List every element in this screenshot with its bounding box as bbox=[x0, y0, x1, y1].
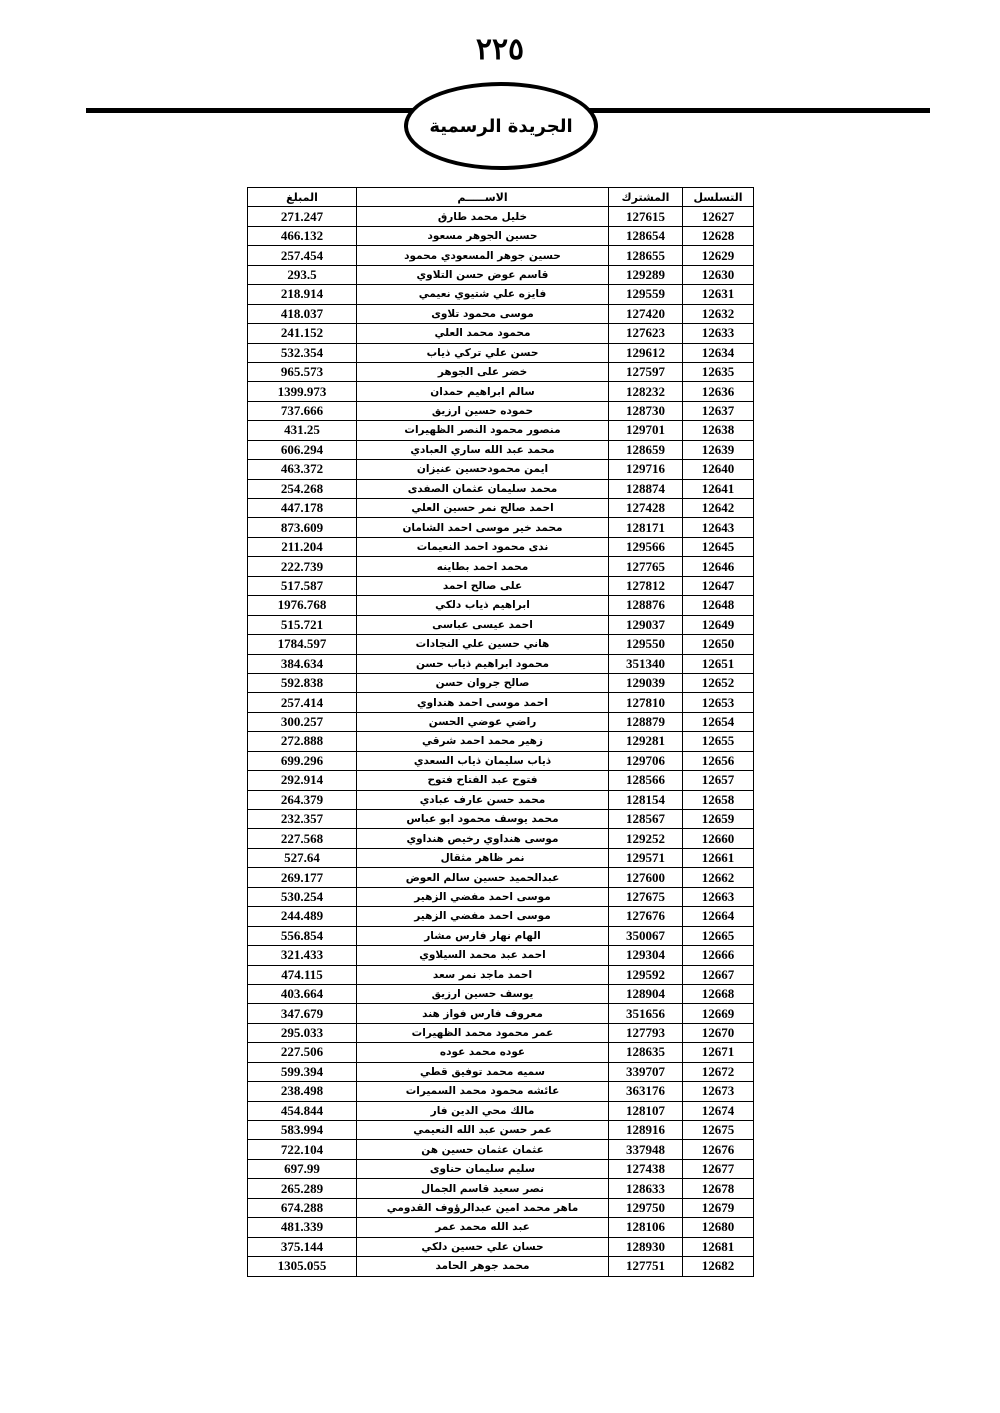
table-row bbox=[248, 965, 754, 984]
name-cell: حسين جوهر المسعودي محمود bbox=[357, 246, 609, 265]
subscriber-cell: 339707 bbox=[609, 1062, 683, 1081]
name-cell: قاسم عوض حسن التلاوي bbox=[357, 265, 609, 284]
amount-cell: 347.679 bbox=[248, 1004, 357, 1023]
subscriber-cell: 128566 bbox=[609, 771, 683, 790]
name-cell: محمد خير موسى احمد الشامان bbox=[357, 518, 609, 537]
table-row bbox=[248, 343, 754, 362]
table-row bbox=[248, 1101, 754, 1120]
subscriber-cell: 129289 bbox=[609, 265, 683, 284]
name-cell: حموده حسين ارزيق bbox=[357, 401, 609, 420]
serial-cell: 12661 bbox=[683, 848, 754, 867]
name-cell: يوسف حسين ارزيق bbox=[357, 984, 609, 1003]
column-header-name: الاســـــم bbox=[357, 188, 609, 207]
table-row bbox=[248, 946, 754, 965]
name-cell: نصر سعيد قاسم الجمال bbox=[357, 1179, 609, 1198]
subscriber-cell: 128876 bbox=[609, 596, 683, 615]
name-cell: عمر حسن عبد الله النعيمي bbox=[357, 1121, 609, 1140]
table-row bbox=[248, 401, 754, 420]
amount-cell: 532.354 bbox=[248, 343, 357, 362]
serial-cell: 12669 bbox=[683, 1004, 754, 1023]
serial-cell: 12646 bbox=[683, 557, 754, 576]
table-row bbox=[248, 576, 754, 595]
subscriber-cell: 337948 bbox=[609, 1140, 683, 1159]
subscriber-cell: 129559 bbox=[609, 285, 683, 304]
name-cell: خليل محمد طارق bbox=[357, 207, 609, 226]
table-row bbox=[248, 460, 754, 479]
amount-cell: 474.115 bbox=[248, 965, 357, 984]
subscriber-cell: 129571 bbox=[609, 848, 683, 867]
name-cell: احمد عبد محمد السيلاوي bbox=[357, 946, 609, 965]
name-cell: احمد موسى احمد هنداوي bbox=[357, 693, 609, 712]
serial-cell: 12629 bbox=[683, 246, 754, 265]
table-row bbox=[248, 362, 754, 381]
table-row bbox=[248, 207, 754, 226]
name-cell: سميه محمد توفيق قطي bbox=[357, 1062, 609, 1081]
subscriber-cell: 128635 bbox=[609, 1043, 683, 1062]
subscriber-cell: 129039 bbox=[609, 673, 683, 692]
table-row bbox=[248, 635, 754, 654]
amount-cell: 375.144 bbox=[248, 1237, 357, 1256]
name-cell: موسى احمد مفضي الزهير bbox=[357, 887, 609, 906]
amount-cell: 1784.597 bbox=[248, 635, 357, 654]
amount-cell: 232.357 bbox=[248, 810, 357, 829]
table-row bbox=[248, 1023, 754, 1042]
name-cell: عبدالحميد حسين سالم العوض bbox=[357, 868, 609, 887]
serial-cell: 12638 bbox=[683, 421, 754, 440]
serial-cell: 12666 bbox=[683, 946, 754, 965]
subscriber-cell: 129716 bbox=[609, 460, 683, 479]
name-cell: محمد احمد بطاينه bbox=[357, 557, 609, 576]
name-cell: سالم ابراهيم حمدان bbox=[357, 382, 609, 401]
amount-cell: 269.177 bbox=[248, 868, 357, 887]
subscriber-cell: 128171 bbox=[609, 518, 683, 537]
table-row bbox=[248, 790, 754, 809]
amount-cell: 321.433 bbox=[248, 946, 357, 965]
amount-cell: 218.914 bbox=[248, 285, 357, 304]
table-row bbox=[248, 1004, 754, 1023]
table-row bbox=[248, 596, 754, 615]
amount-cell: 1976.768 bbox=[248, 596, 357, 615]
table-row bbox=[248, 226, 754, 245]
table-row bbox=[248, 887, 754, 906]
table-row bbox=[248, 615, 754, 634]
table-row bbox=[248, 557, 754, 576]
serial-cell: 12633 bbox=[683, 324, 754, 343]
table-row bbox=[248, 265, 754, 284]
serial-cell: 12680 bbox=[683, 1218, 754, 1237]
subscriber-cell: 127812 bbox=[609, 576, 683, 595]
table-row bbox=[248, 848, 754, 867]
amount-cell: 674.288 bbox=[248, 1198, 357, 1217]
table-row bbox=[248, 518, 754, 537]
table-row bbox=[248, 1218, 754, 1237]
subscriber-cell: 351656 bbox=[609, 1004, 683, 1023]
subscriber-cell: 127438 bbox=[609, 1159, 683, 1178]
table-row bbox=[248, 1140, 754, 1159]
page-number: ٢٢٥ bbox=[475, 32, 525, 67]
name-cell: على صالح احمد bbox=[357, 576, 609, 595]
serial-cell: 12639 bbox=[683, 440, 754, 459]
amount-cell: 697.99 bbox=[248, 1159, 357, 1178]
name-cell: حسن علي تركي ذياب bbox=[357, 343, 609, 362]
name-cell: ايمن محمودحسين عنيزان bbox=[357, 460, 609, 479]
table-row bbox=[248, 810, 754, 829]
serial-cell: 12634 bbox=[683, 343, 754, 362]
amount-cell: 222.739 bbox=[248, 557, 357, 576]
table-row bbox=[248, 1179, 754, 1198]
amount-cell: 606.294 bbox=[248, 440, 357, 459]
table-row bbox=[248, 829, 754, 848]
column-header-subscriber: المشترك bbox=[609, 188, 683, 207]
serial-cell: 12649 bbox=[683, 615, 754, 634]
amount-cell: 264.379 bbox=[248, 790, 357, 809]
subscriber-cell: 129037 bbox=[609, 615, 683, 634]
amount-cell: 265.289 bbox=[248, 1179, 357, 1198]
name-cell: صالح جروان حسن bbox=[357, 673, 609, 692]
amount-cell: 463.372 bbox=[248, 460, 357, 479]
table-row bbox=[248, 1082, 754, 1101]
table-row bbox=[248, 440, 754, 459]
serial-cell: 12645 bbox=[683, 537, 754, 556]
serial-cell: 12682 bbox=[683, 1257, 754, 1276]
name-cell: عائشه محمود محمد السميرات bbox=[357, 1082, 609, 1101]
subscriber-cell: 129701 bbox=[609, 421, 683, 440]
amount-cell: 517.587 bbox=[248, 576, 357, 595]
table-row bbox=[248, 654, 754, 673]
table-row bbox=[248, 499, 754, 518]
amount-cell: 238.498 bbox=[248, 1082, 357, 1101]
table-row bbox=[248, 868, 754, 887]
serial-cell: 12641 bbox=[683, 479, 754, 498]
subscriber-cell: 128232 bbox=[609, 382, 683, 401]
name-cell: الهام نهار فارس مشار bbox=[357, 926, 609, 945]
name-cell: محمد سليمان عثمان الصفدى bbox=[357, 479, 609, 498]
name-cell: موسى محمود تلاوى bbox=[357, 304, 609, 323]
subscriber-cell: 129612 bbox=[609, 343, 683, 362]
table-row bbox=[248, 984, 754, 1003]
subscriber-cell: 127597 bbox=[609, 362, 683, 381]
table-row bbox=[248, 693, 754, 712]
serial-cell: 12658 bbox=[683, 790, 754, 809]
amount-cell: 965.573 bbox=[248, 362, 357, 381]
name-cell: موسى هنداوي رخيص هنداوي bbox=[357, 829, 609, 848]
serial-cell: 12671 bbox=[683, 1043, 754, 1062]
subscriber-cell: 363176 bbox=[609, 1082, 683, 1101]
name-cell: معروف فارس فواز هند bbox=[357, 1004, 609, 1023]
name-cell: عوده محمد عوده bbox=[357, 1043, 609, 1062]
name-cell: هاني حسين علي النجادات bbox=[357, 635, 609, 654]
name-cell: ابراهيم ذياب دلكي bbox=[357, 596, 609, 615]
table-row bbox=[248, 537, 754, 556]
serial-cell: 12673 bbox=[683, 1082, 754, 1101]
serial-cell: 12627 bbox=[683, 207, 754, 226]
amount-cell: 300.257 bbox=[248, 712, 357, 731]
amount-cell: 583.994 bbox=[248, 1121, 357, 1140]
subscriber-cell: 127420 bbox=[609, 304, 683, 323]
subscriber-cell: 129566 bbox=[609, 537, 683, 556]
table-row bbox=[248, 324, 754, 343]
table-row bbox=[248, 304, 754, 323]
table-row bbox=[248, 1159, 754, 1178]
table-row bbox=[248, 732, 754, 751]
name-cell: راضي عوضي الحسن bbox=[357, 712, 609, 731]
name-cell: احمد ماجد نمر سعد bbox=[357, 965, 609, 984]
serial-cell: 12660 bbox=[683, 829, 754, 848]
amount-cell: 527.64 bbox=[248, 848, 357, 867]
amount-cell: 454.844 bbox=[248, 1101, 357, 1120]
amount-cell: 431.25 bbox=[248, 421, 357, 440]
name-cell: ذياب سليمان ذياب السعدي bbox=[357, 751, 609, 770]
serial-cell: 12632 bbox=[683, 304, 754, 323]
amount-cell: 257.454 bbox=[248, 246, 357, 265]
subscriber-cell: 128107 bbox=[609, 1101, 683, 1120]
name-cell: عبد الله محمد عمر bbox=[357, 1218, 609, 1237]
serial-cell: 12637 bbox=[683, 401, 754, 420]
serial-cell: 12631 bbox=[683, 285, 754, 304]
serial-cell: 12675 bbox=[683, 1121, 754, 1140]
column-header-serial: التسلسل bbox=[683, 188, 754, 207]
table-row bbox=[248, 479, 754, 498]
amount-cell: 592.838 bbox=[248, 673, 357, 692]
subscriber-cell: 129281 bbox=[609, 732, 683, 751]
subscriber-cell: 128904 bbox=[609, 984, 683, 1003]
name-cell: احمد صالح نمر حسين العلي bbox=[357, 499, 609, 518]
name-cell: محمود ابراهيم ذياب حسن bbox=[357, 654, 609, 673]
subscriber-cell: 128654 bbox=[609, 226, 683, 245]
amount-cell: 271.247 bbox=[248, 207, 357, 226]
table-row bbox=[248, 285, 754, 304]
amount-cell: 418.037 bbox=[248, 304, 357, 323]
serial-cell: 12677 bbox=[683, 1159, 754, 1178]
subscriber-cell: 128655 bbox=[609, 246, 683, 265]
amount-cell: 272.888 bbox=[248, 732, 357, 751]
serial-cell: 12663 bbox=[683, 887, 754, 906]
amount-cell: 295.033 bbox=[248, 1023, 357, 1042]
name-cell: محمد جوهر الحامد bbox=[357, 1257, 609, 1276]
amount-cell: 293.5 bbox=[248, 265, 357, 284]
name-cell: فتوح عبد الفتاح فتوح bbox=[357, 771, 609, 790]
serial-cell: 12674 bbox=[683, 1101, 754, 1120]
subscriber-cell: 127600 bbox=[609, 868, 683, 887]
name-cell: موسى احمد مفضي الزهير bbox=[357, 907, 609, 926]
serial-cell: 12652 bbox=[683, 673, 754, 692]
amount-cell: 384.634 bbox=[248, 654, 357, 673]
subscriber-cell: 128154 bbox=[609, 790, 683, 809]
name-cell: محمد حسن عارف عبادي bbox=[357, 790, 609, 809]
name-cell: محمود محمد العلي bbox=[357, 324, 609, 343]
amount-cell: 254.268 bbox=[248, 479, 357, 498]
subscriber-cell: 128106 bbox=[609, 1218, 683, 1237]
subscriber-cell: 127751 bbox=[609, 1257, 683, 1276]
serial-cell: 12664 bbox=[683, 907, 754, 926]
table-row bbox=[248, 771, 754, 790]
table-row bbox=[248, 382, 754, 401]
publication-title-oval bbox=[404, 82, 598, 170]
subscriber-cell: 129304 bbox=[609, 946, 683, 965]
serial-cell: 12630 bbox=[683, 265, 754, 284]
amount-cell: 530.254 bbox=[248, 887, 357, 906]
table-row bbox=[248, 1237, 754, 1256]
table-row bbox=[248, 907, 754, 926]
table-row bbox=[248, 421, 754, 440]
serial-cell: 12654 bbox=[683, 712, 754, 731]
serial-cell: 12650 bbox=[683, 635, 754, 654]
name-cell: محمد يوسف محمود ابو عباس bbox=[357, 810, 609, 829]
name-cell: حسين الجوهر مسعود bbox=[357, 226, 609, 245]
serial-cell: 12640 bbox=[683, 460, 754, 479]
amount-cell: 1399.973 bbox=[248, 382, 357, 401]
table-row bbox=[248, 1043, 754, 1062]
subscriber-cell: 128879 bbox=[609, 712, 683, 731]
amount-cell: 722.104 bbox=[248, 1140, 357, 1159]
name-cell: ماهر محمد امين عبدالرؤوف القدومي bbox=[357, 1198, 609, 1217]
name-cell: مالك محي الدين فار bbox=[357, 1101, 609, 1120]
table-row bbox=[248, 1198, 754, 1217]
serial-cell: 12651 bbox=[683, 654, 754, 673]
name-cell: ندى محمود احمد النعيمات bbox=[357, 537, 609, 556]
serial-cell: 12656 bbox=[683, 751, 754, 770]
amount-cell: 241.152 bbox=[248, 324, 357, 343]
serial-cell: 12662 bbox=[683, 868, 754, 887]
serial-cell: 12667 bbox=[683, 965, 754, 984]
amount-cell: 599.394 bbox=[248, 1062, 357, 1081]
name-cell: عثمان عثمان حسين هن bbox=[357, 1140, 609, 1159]
table-row bbox=[248, 1062, 754, 1081]
amount-cell: 403.664 bbox=[248, 984, 357, 1003]
subscriber-cell: 128874 bbox=[609, 479, 683, 498]
serial-cell: 12676 bbox=[683, 1140, 754, 1159]
name-cell: احمد عيسى عباسى bbox=[357, 615, 609, 634]
subscriber-cell: 128730 bbox=[609, 401, 683, 420]
name-cell: خضر على الجوهر bbox=[357, 362, 609, 381]
serial-cell: 12636 bbox=[683, 382, 754, 401]
subscriber-cell: 129750 bbox=[609, 1198, 683, 1217]
name-cell: محمد عبد الله ساري العبادي bbox=[357, 440, 609, 459]
serial-cell: 12642 bbox=[683, 499, 754, 518]
serial-cell: 12668 bbox=[683, 984, 754, 1003]
serial-cell: 12635 bbox=[683, 362, 754, 381]
serial-cell: 12679 bbox=[683, 1198, 754, 1217]
publication-title: الجريدة الرسمية bbox=[429, 115, 573, 137]
amount-cell: 211.204 bbox=[248, 537, 357, 556]
serial-cell: 12647 bbox=[683, 576, 754, 595]
subscriber-cell: 128633 bbox=[609, 1179, 683, 1198]
serial-cell: 12659 bbox=[683, 810, 754, 829]
table-row bbox=[248, 246, 754, 265]
subscriber-cell: 351340 bbox=[609, 654, 683, 673]
amount-cell: 699.296 bbox=[248, 751, 357, 770]
serial-cell: 12655 bbox=[683, 732, 754, 751]
subscriber-cell: 128659 bbox=[609, 440, 683, 459]
serial-cell: 12653 bbox=[683, 693, 754, 712]
subscriber-cell: 129252 bbox=[609, 829, 683, 848]
amount-cell: 515.721 bbox=[248, 615, 357, 634]
amount-cell: 447.178 bbox=[248, 499, 357, 518]
amount-cell: 227.568 bbox=[248, 829, 357, 848]
amount-cell: 481.339 bbox=[248, 1218, 357, 1237]
amount-cell: 244.489 bbox=[248, 907, 357, 926]
subscriber-cell: 127676 bbox=[609, 907, 683, 926]
name-cell: منصور محمود النصر الظهيرات bbox=[357, 421, 609, 440]
name-cell: سليم سليمان حناوى bbox=[357, 1159, 609, 1178]
amount-cell: 257.414 bbox=[248, 693, 357, 712]
name-cell: نمر ظاهر مثقال bbox=[357, 848, 609, 867]
serial-cell: 12678 bbox=[683, 1179, 754, 1198]
subscriber-cell: 129592 bbox=[609, 965, 683, 984]
subscriber-cell: 350067 bbox=[609, 926, 683, 945]
serial-cell: 12628 bbox=[683, 226, 754, 245]
subscriber-cell: 127623 bbox=[609, 324, 683, 343]
serial-cell: 12681 bbox=[683, 1237, 754, 1256]
subscriber-cell: 127810 bbox=[609, 693, 683, 712]
table-row bbox=[248, 926, 754, 945]
subscriber-cell: 127675 bbox=[609, 887, 683, 906]
amount-cell: 737.666 bbox=[248, 401, 357, 420]
table-header-row bbox=[248, 188, 754, 207]
subscriber-cell: 128916 bbox=[609, 1121, 683, 1140]
amount-cell: 1305.055 bbox=[248, 1257, 357, 1276]
amount-cell: 556.854 bbox=[248, 926, 357, 945]
payments-table bbox=[247, 187, 754, 1277]
subscriber-cell: 127615 bbox=[609, 207, 683, 226]
name-cell: فايزه علي شتيوي نعيمي bbox=[357, 285, 609, 304]
subscriber-cell: 127793 bbox=[609, 1023, 683, 1042]
column-header-amount: المبلغ bbox=[248, 188, 357, 207]
serial-cell: 12665 bbox=[683, 926, 754, 945]
serial-cell: 12643 bbox=[683, 518, 754, 537]
subscriber-cell: 128567 bbox=[609, 810, 683, 829]
table-row bbox=[248, 1121, 754, 1140]
subscriber-cell: 129550 bbox=[609, 635, 683, 654]
serial-cell: 12670 bbox=[683, 1023, 754, 1042]
table-row bbox=[248, 712, 754, 731]
subscriber-cell: 127428 bbox=[609, 499, 683, 518]
name-cell: عمر محمود محمد الظهيرات bbox=[357, 1023, 609, 1042]
subscriber-cell: 129706 bbox=[609, 751, 683, 770]
table-row bbox=[248, 1257, 754, 1276]
serial-cell: 12657 bbox=[683, 771, 754, 790]
subscriber-cell: 127765 bbox=[609, 557, 683, 576]
table-row bbox=[248, 751, 754, 770]
subscriber-cell: 128930 bbox=[609, 1237, 683, 1256]
amount-cell: 227.506 bbox=[248, 1043, 357, 1062]
table-body bbox=[248, 207, 754, 1276]
name-cell: حسان علي حسين دلكي bbox=[357, 1237, 609, 1256]
table-row bbox=[248, 673, 754, 692]
amount-cell: 466.132 bbox=[248, 226, 357, 245]
serial-cell: 12648 bbox=[683, 596, 754, 615]
name-cell: زهير محمد احمد شرقي bbox=[357, 732, 609, 751]
serial-cell: 12672 bbox=[683, 1062, 754, 1081]
amount-cell: 873.609 bbox=[248, 518, 357, 537]
amount-cell: 292.914 bbox=[248, 771, 357, 790]
